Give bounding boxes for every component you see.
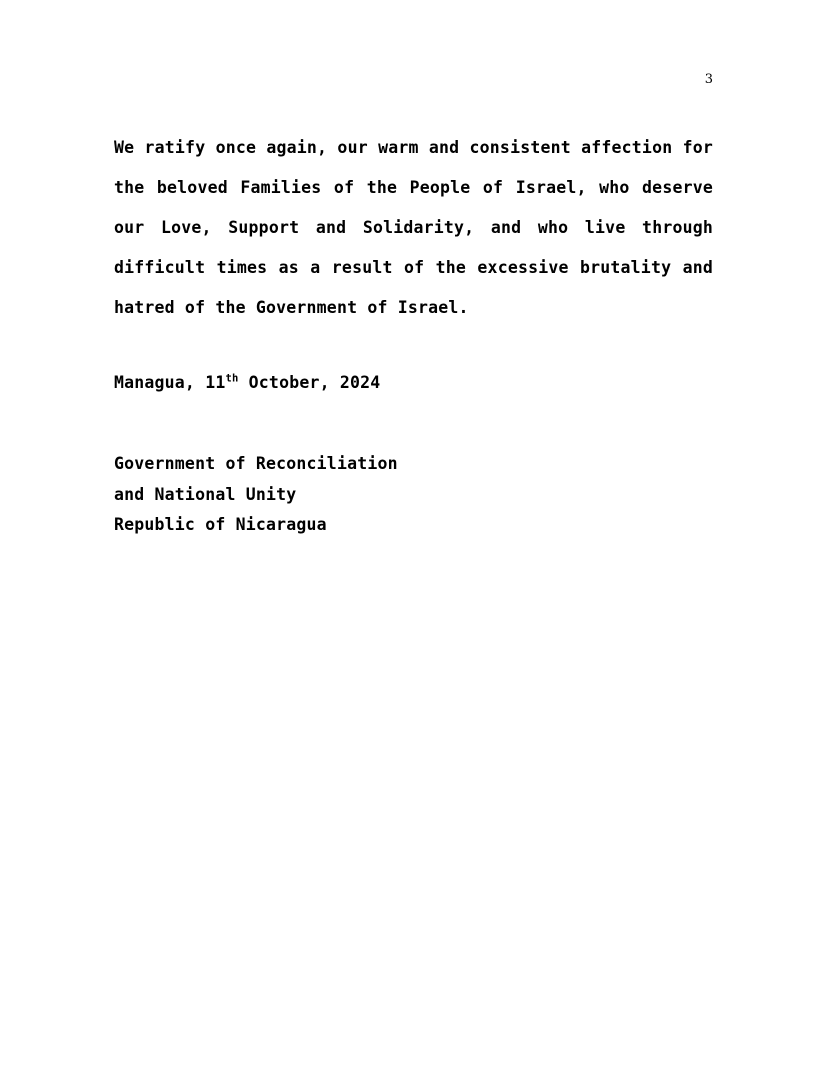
dateline-city: Managua, 11 <box>114 373 226 392</box>
dateline <box>114 368 714 398</box>
signature-line-1: Government of Reconciliation <box>114 454 398 473</box>
statement-paragraph: We ratify once again, our warm and consistent affection for the beloved Families of the People of Israel, who deserve our Love, Support and Solidarity, and who live through difficult times as a result of the excessive brutality and hatred of the Government of Israel. <box>114 138 713 317</box>
dateline-rest: October, 2024 <box>238 373 381 392</box>
signature-block <box>114 449 714 541</box>
signature-line-3: Republic of Nicaragua <box>114 515 327 534</box>
signature-line-2: and National Unity <box>114 484 297 504</box>
page-number: 3 <box>704 72 713 87</box>
document-body <box>114 128 714 541</box>
dateline-ordinal-suffix: th <box>225 372 239 385</box>
